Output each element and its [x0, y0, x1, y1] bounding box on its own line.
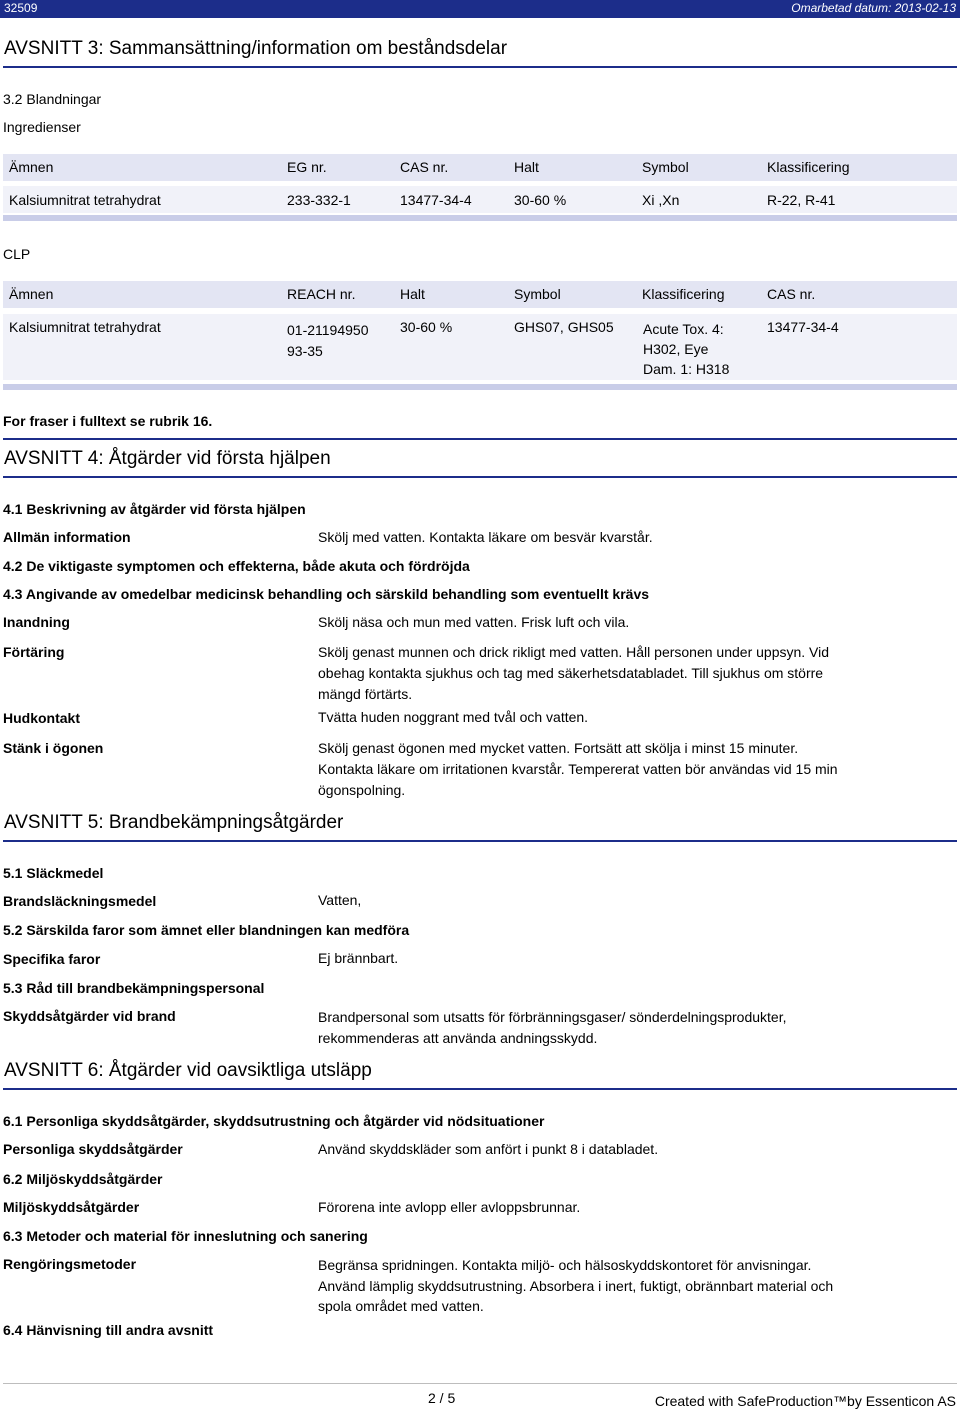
table1-header-cell: Ämnen — [9, 159, 54, 175]
document-number: 32509 — [4, 1, 38, 15]
table1-separator — [3, 215, 957, 221]
ingestion-label: Förtäring — [3, 644, 65, 660]
section3-rule — [3, 66, 957, 68]
general-info-text: Skölj med vatten. Kontakta läkare om besvär kvarstår. — [318, 529, 653, 545]
table-row — [3, 186, 957, 213]
subsection-6-3: 6.3 Metoder och material för inneslutning och sanering — [3, 1228, 368, 1244]
eye-text-line: ögonspolning. — [318, 782, 406, 798]
header-bar — [0, 0, 960, 18]
media-text: Vatten, — [318, 892, 362, 908]
table-cell: 01-21194950 — [287, 322, 369, 338]
table-cell: 13477-34-4 — [400, 192, 472, 208]
section5-rule — [3, 840, 957, 842]
subsection-5-1: 5.1 Släckmedel — [3, 865, 104, 881]
subsection-4-1: 4.1 Beskrivning av åtgärder vid första hjälpen — [3, 501, 306, 517]
table1-header-cell: Symbol — [642, 159, 689, 175]
table2-header-cell: CAS nr. — [767, 286, 816, 302]
eye-text-line: Kontakta läkare om irritationen kvarstår. Tempererat vatten bör användas vid 15 min — [318, 761, 838, 777]
clean-text-line: Använd lämplig skyddsutrustning. Absorbera i inert, fuktigt, obrännbart material och — [318, 1278, 834, 1294]
section4-rule — [3, 476, 957, 478]
table1-header — [3, 154, 957, 181]
table2-header-cell: Klassificering — [642, 286, 725, 302]
hazard-label: Specifika faror — [3, 951, 101, 967]
clean-label: Rengöringsmetoder — [3, 1256, 137, 1272]
general-info-label: Allmän information — [3, 529, 131, 545]
section5-title: AVSNITT 5: Brandbekämpningsåtgärder — [4, 812, 344, 833]
inhalation-label: Inandning — [3, 614, 70, 630]
clean-text-line: Begränsa spridningen. Kontakta miljö- och hälsoskyddskontoret för anvisningar. — [318, 1257, 812, 1273]
table2-header-cell: REACH nr. — [287, 286, 356, 302]
subsection-4-2: 4.2 De viktigaste symptomen och effekterna, både akuta och fördröjda — [3, 558, 470, 574]
table2-separator — [3, 384, 957, 390]
footer-divider — [3, 1383, 957, 1384]
table2-header-cell: Ämnen — [9, 286, 54, 302]
personal-label: Personliga skyddsåtgärder — [3, 1141, 183, 1157]
table-cell: Kalsiumnitrat tetrahydrat — [9, 319, 161, 335]
personal-text: Använd skyddskläder som anfört i punkt 8 i databladet. — [318, 1141, 659, 1157]
subsection-6-1: 6.1 Personliga skyddsåtgärder, skyddsutrustning och åtgärder vid nödsituationer — [3, 1113, 545, 1129]
table-cell: Acute Tox. 4: — [643, 321, 724, 337]
table1-header-cell: CAS nr. — [400, 159, 449, 175]
skin-label: Hudkontakt — [3, 710, 80, 726]
ingredients-label: Ingredienser — [3, 119, 81, 135]
inhalation-text: Skölj näsa och mun med vatten. Frisk luft och vila. — [318, 614, 630, 630]
section4-title: AVSNITT 4: Åtgärder vid första hjälpen — [4, 448, 331, 469]
table2-header — [3, 281, 957, 308]
hazard-text: Ej brännbart. — [318, 950, 399, 966]
protect-label: Skyddsåtgärder vid brand — [3, 1008, 176, 1024]
section6-title: AVSNITT 6: Åtgärder vid oavsiktliga utsläpp — [4, 1060, 372, 1081]
table1-header-cell: Klassificering — [767, 159, 850, 175]
section3-title: AVSNITT 3: Sammansättning/information om beståndsdelar — [4, 38, 508, 59]
protect-text-line: rekommenderas att använda andningsskydd. — [318, 1030, 598, 1046]
table-cell: 30-60 % — [400, 319, 453, 335]
table-cell: Xi ,Xn — [642, 192, 680, 208]
skin-text: Tvätta huden noggrant med tvål och vatten. — [318, 709, 589, 725]
ingestion-text-line: mängd förtärts. — [318, 686, 413, 702]
ingestion-text-line: Skölj genast munnen och drick rikligt med vatten. Håll personen under uppsyn. Vid — [318, 644, 830, 660]
table-cell: 13477-34-4 — [767, 319, 839, 335]
clp-label: CLP — [3, 246, 31, 262]
table-cell: 93-35 — [287, 343, 323, 359]
table-cell: H302, Eye — [643, 341, 709, 357]
footer-credit: Created with SafeProduction™by Essenticon AS — [654, 1393, 956, 1409]
media-label: Brandsläckningsmedel — [3, 893, 157, 909]
ingestion-text-line: obehag kontakta sjukhus och tag med säkerhetsdatabladet. Till sjukhus om större — [318, 665, 824, 681]
eye-label: Stänk i ögonen — [3, 740, 104, 756]
revision-date: Omarbetad datum: 2013-02-13 — [791, 1, 956, 15]
env-text: Förorena inte avlopp eller avloppsbrunnar. — [318, 1199, 581, 1215]
table-row — [3, 314, 957, 380]
table-cell: 30-60 % — [514, 192, 567, 208]
table2-header-cell: Halt — [400, 286, 425, 302]
env-label: Miljöskyddsåtgärder — [3, 1199, 140, 1215]
subsection-6-2: 6.2 Miljöskyddsåtgärder — [3, 1171, 163, 1187]
table1-header-cell: EG nr. — [287, 159, 327, 175]
subsection-3-2: 3.2 Blandningar — [3, 91, 102, 107]
section6-rule — [3, 1088, 957, 1090]
eye-text-line: Skölj genast ögonen med mycket vatten. Fortsätt att skölja i minst 15 minuter. — [318, 740, 799, 756]
section4-top-rule — [3, 438, 957, 440]
page-number: 2 / 5 — [428, 1390, 456, 1406]
table-cell: GHS07, GHS05 — [514, 319, 614, 335]
table-cell: Kalsiumnitrat tetrahydrat — [9, 192, 161, 208]
table1-header-cell: Halt — [514, 159, 539, 175]
clean-text-line: spola området med vatten. — [318, 1298, 484, 1314]
table-cell: 233-332-1 — [287, 192, 351, 208]
protect-text-line: Brandpersonal som utsatts för förbränningsgaser/ sönderdelningsprodukter, — [318, 1009, 787, 1025]
table2-header-cell: Symbol — [514, 286, 561, 302]
subsection-5-3: 5.3 Råd till brandbekämpningspersonal — [3, 980, 265, 996]
table-cell: Dam. 1: H318 — [643, 361, 730, 377]
table-cell: R-22, R-41 — [767, 192, 836, 208]
subsection-5-2: 5.2 Särskilda faror som ämnet eller blandningen kan medföra — [3, 922, 410, 938]
subsection-4-3: 4.3 Angivande av omedelbar medicinsk behandling och särskild behandling som eventuellt krävs — [3, 586, 650, 602]
subsection-6-4: 6.4 Hänvisning till andra avsnitt — [3, 1322, 214, 1338]
fulltext-note: For fraser i fulltext se rubrik 16. — [3, 413, 213, 429]
